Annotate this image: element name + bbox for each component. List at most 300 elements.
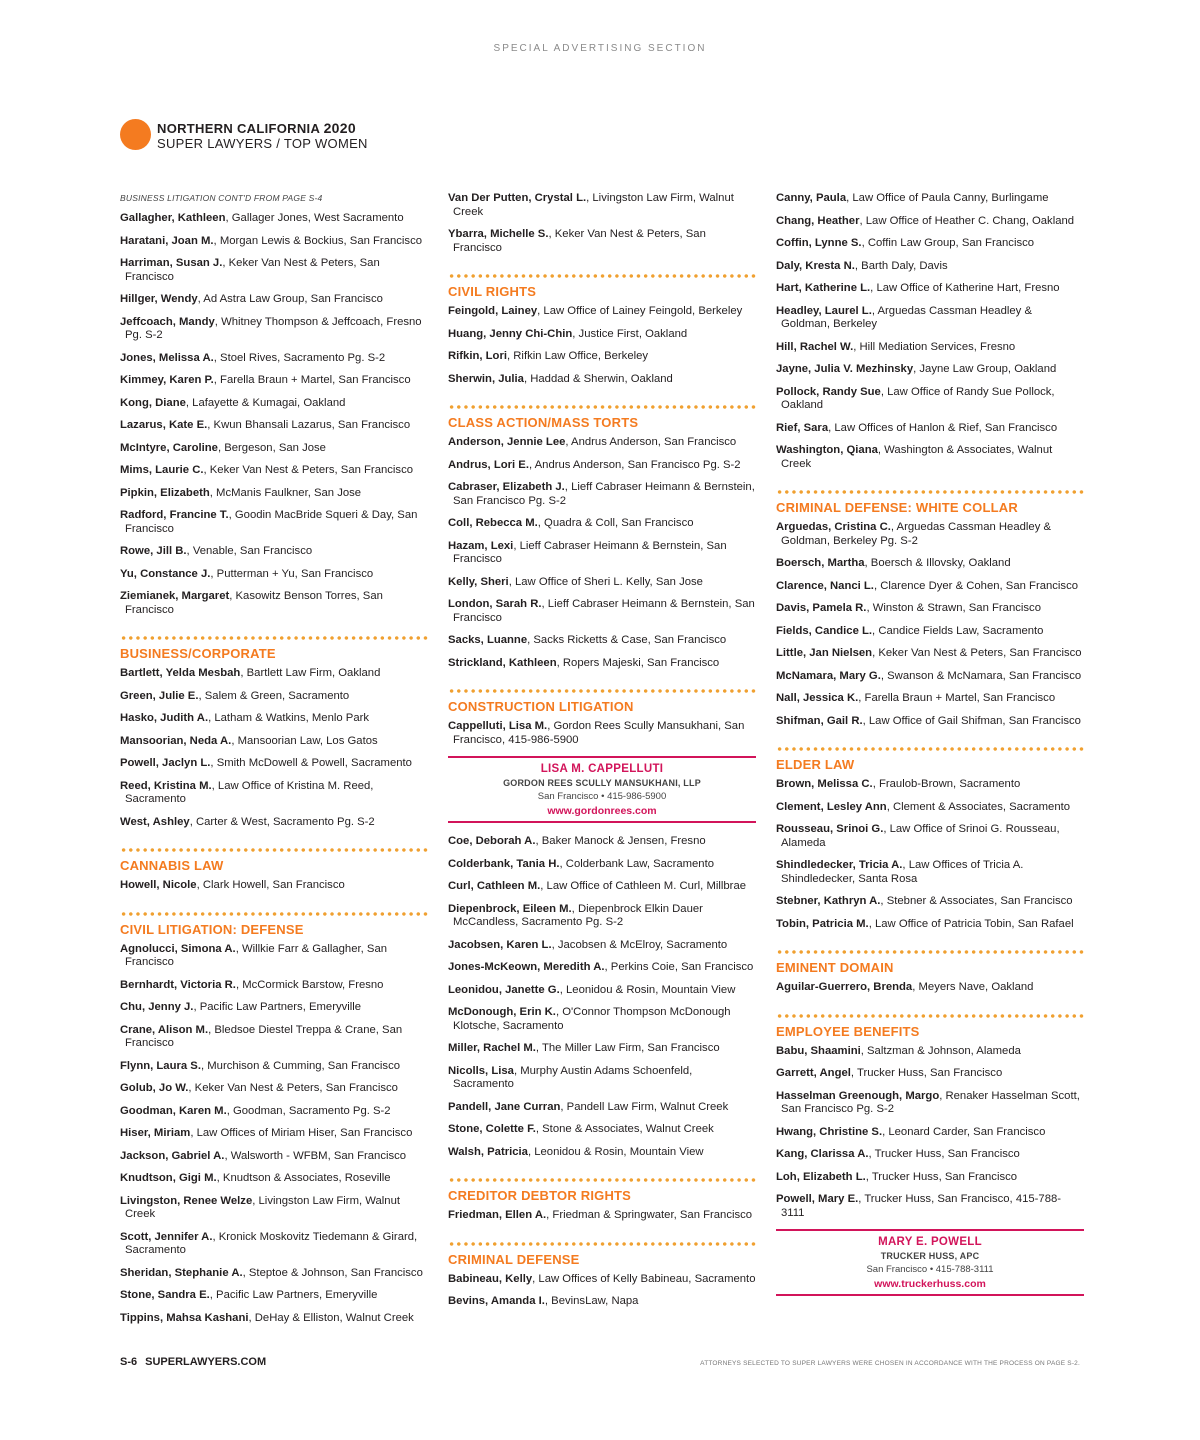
lawyer-entry [776,715,1084,729]
lawyer-name: Babineau, Kelly [448,1272,533,1285]
lawyer-firm-location: , Ropers Majeski, San Francisco [556,656,720,669]
lawyer-entry [776,1067,1084,1081]
lawyer-entry [776,1148,1084,1162]
lawyer-firm-location: , Trucker Huss, San Francisco [868,1148,1020,1160]
lawyer-name: Chang, Heather [776,214,860,227]
lawyer-name: Knudtson, Gigi M. [120,1172,217,1184]
lawyer-firm-location: , Willkie Farr & Gallagher, San Francisco [125,942,388,968]
lawyer-entry [776,444,1084,471]
lawyer-entry [120,1001,428,1015]
lawyer-entry [448,939,756,953]
lawyer-entry [120,1150,428,1164]
lawyer-entry [448,1006,756,1033]
ad-firm-name: GORDON REES SCULLY MANSUKHANI, LLP [503,778,701,788]
lawyer-firm-location: , Kronick Moskovitz Tiedemann & Girard, Sacramento [125,1230,418,1256]
lawyer-entry [776,192,1084,206]
lawyer-name: McDonough, Erin K. [448,1006,556,1018]
lawyer-firm-location: , The Miller Law Firm, San Francisco [535,1042,720,1054]
lawyer-entry [448,436,756,450]
dotted-divider [448,405,756,409]
lawyer-firm-location: , Washington & Associates, Walnut Creek [781,444,1053,470]
dotted-divider [776,747,1084,751]
lawyer-name: Cabraser, Elizabeth J. [448,481,565,493]
lawyer-name: Coffin, Lynne S. [776,237,862,249]
ad-location-phone: San Francisco • 415-986-5900 [537,791,667,802]
lawyer-entry [120,1060,428,1074]
section-title: CRIMINAL DEFENSE [448,1251,580,1267]
lawyer-firm-location: , Venable, San Francisco [186,545,313,557]
lawyer-name: Aguilar-Guerrero, Brenda [776,981,913,993]
lawyer-firm-location: , Sacks Ricketts & Case, San Francisco [527,634,727,646]
lawyer-entry [120,352,428,366]
section-title: EMPLOYEE BENEFITS [776,1023,920,1039]
section-title: BUSINESS/CORPORATE [120,646,276,661]
lawyer-firm-location: , Goodman, Sacramento Pg. S-2 [226,1104,391,1117]
lawyer-firm-location: , Farella Braun + Martel, San Francisco [213,374,411,386]
lawyer-entry [120,397,428,411]
lawyer-entry [448,305,756,319]
ad-website-link[interactable]: www.gordonrees.com [547,805,657,817]
lawyer-firm-location: , Fraulob-Brown, Sacramento [872,778,1021,790]
lawyer-entry [120,545,428,559]
lawyer-name: Sheridan, Stephanie A. [120,1266,243,1279]
lawyer-name: Tobin, Patricia M. [776,917,869,930]
lawyer-firm-location: , DeHay & Elliston, Walnut Creek [248,1311,414,1324]
header-region: NORTHERN CALIFORNIA [157,121,320,136]
lawyer-name: Arguedas, Cristina C. [776,521,891,533]
page-number: S-6 [120,1356,138,1368]
lawyer-entry [448,1065,756,1092]
lawyer-entry [776,237,1084,251]
lawyer-entry [776,859,1084,886]
lawyer-name: Mansoorian, Neda A. [120,734,232,747]
lawyer-entry [120,1195,428,1222]
lawyer-firm-location: , Candice Fields Law, Sacramento [872,624,1044,637]
lawyer-entry [448,720,756,747]
dotted-divider [448,689,756,693]
section-title: CONSTRUCTION LITIGATION [448,699,634,714]
lawyer-firm-location: , Putterman + Yu, San Francisco [210,567,374,580]
lawyer-name: Kelly, Sheri [448,575,509,588]
lawyer-name: Friedman, Ellen A. [448,1209,547,1221]
lawyer-entry [448,228,756,255]
dotted-divider [448,1178,756,1182]
lawyer-name: Clarence, Nanci L. [776,579,874,592]
special-advertising-label: SPECIAL ADVERTISING SECTION [493,43,707,54]
lawyer-entry [120,735,428,749]
lawyer-name: Shifman, Gail R. [776,714,863,727]
lawyer-firm-location: , Morgan Lewis & Bockius, San Francisco [213,234,422,247]
lawyer-entry [120,568,428,582]
lawyer-firm-location: , Pacific Law Partners, Emeryville [193,1001,362,1013]
lawyer-name: Loh, Elizabeth L. [776,1170,866,1183]
lawyer-entry [120,690,428,704]
lawyer-name: Daly, Kresta N. [776,259,855,272]
lawyer-name: Powell, Mary E. [776,1193,859,1205]
lawyer-name: Huang, Jenny Chi-Chin [448,327,573,340]
lawyer-name: Van Der Putten, Crystal L. [448,192,587,204]
lawyer-firm-location: , Law Office of Kristina M. Reed, Sacramento [125,779,374,805]
lawyer-ad-box [448,756,756,823]
lawyer-name: Brown, Melissa C. [776,778,873,790]
lawyer-name: Rowe, Jill B. [120,545,187,557]
lawyer-firm-location: , Rifkin Law Office, Berkeley [507,350,649,362]
lawyer-firm-location: , Steptoe & Johnson, San Francisco [242,1266,423,1279]
lawyer-firm-location: , Jayne Law Group, Oakland [913,363,1057,375]
lawyer-name: Coe, Deborah A. [448,835,536,847]
lawyer-firm-location: , Boersch & Illovsky, Oakland [864,557,1011,569]
lawyer-firm-location: , Law Office of Sheri L. Kelly, San Jose [508,575,703,588]
lawyer-entry [120,780,428,807]
lawyer-name: Powell, Jaclyn L. [120,757,211,769]
lawyer-firm-location: , Coffin Law Group, San Francisco [861,237,1035,249]
lawyer-entry [776,363,1084,377]
section-title: CLASS ACTION/MASS TORTS [448,415,639,430]
lawyer-firm-location: , Law Offices of Kelly Babineau, Sacramento [532,1272,756,1285]
lawyer-firm-location: , Baker Manock & Jensen, Fresno [535,835,706,847]
lawyer-name: Jones-McKeown, Meredith A. [448,961,605,973]
lawyer-firm-location: , BevinsLaw, Napa [544,1295,639,1307]
site-name: SUPERLAWYERS.COM [145,1356,267,1368]
lawyer-name: Walsh, Patricia [448,1145,528,1158]
lawyer-firm-location: , Smith McDowell & Powell, Sacramento [210,757,412,769]
section-title: ELDER LAW [776,757,855,772]
lawyer-entry [776,602,1084,616]
lawyer-name: London, Sarah R. [448,598,542,610]
lawyer-entry [776,1090,1084,1117]
section-title: CIVIL LITIGATION: DEFENSE [120,921,304,937]
lawyer-firm-location: , O'Connor Thompson McDonough Klotsche, Sacramento [453,1006,731,1032]
dotted-divider [776,950,1084,954]
lawyer-entry [120,464,428,478]
ad-lawyer-name: LISA M. CAPPELLUTI [540,763,664,775]
lawyer-name: Colderbank, Tania H. [448,857,560,870]
lawyer-name: Pandell, Jane Curran [448,1100,561,1113]
ad-lawyer-name: MARY E. POWELL [878,1236,982,1248]
lawyer-entry [120,667,428,681]
lawyer-name: Stebner, Kathryn A. [776,895,881,907]
practice-section [448,1242,756,1309]
lawyer-name: Kang, Clarissa A. [776,1148,869,1160]
lawyer-firm-location: , Law Offices of Miriam Hiser, San Francisco [190,1127,413,1139]
lawyer-name: Cappelluti, Lisa M. [448,720,548,732]
lawyer-firm-location: , Arguedas Cassman Headley & Goldman, Berkeley Pg. S-2 [781,521,1052,547]
lawyer-name: Agnolucci, Simona A. [120,942,236,955]
column-2 [448,192,756,1318]
lawyer-name: Garrett, Angel [776,1067,851,1079]
lawyer-firm-location: , Salem & Green, Sacramento [198,689,350,702]
lawyer-entry [448,1209,756,1223]
lawyer-entry [776,692,1084,706]
lawyer-firm-location: , Livingston Law Firm, Walnut Creek [453,192,734,218]
lawyer-firm-location: , Barth Daly, Davis [854,259,948,272]
lawyer-entry [120,1024,428,1051]
ad-firm-name: TRUCKER HUSS, APC [880,1251,980,1261]
lawyer-firm-location: , Stoel Rives, Sacramento Pg. S-2 [213,351,386,364]
lawyer-name: Pipkin, Elizabeth [120,486,210,499]
lawyer-name: Headley, Laurel L. [776,304,872,317]
lawyer-name: Sherwin, Julia [448,372,524,385]
practice-section [448,192,756,255]
practice-section [120,912,428,1326]
lawyer-name: Rifkin, Lori [448,350,507,362]
lawyer-name: Tippins, Mahsa Kashani [120,1311,249,1324]
lawyer-entry [776,647,1084,661]
dotted-divider [120,912,428,916]
lawyer-entry [448,481,756,508]
lawyer-entry [776,580,1084,594]
lawyer-firm-location: , Keker Van Nest & Peters, San Francisco [872,647,1082,659]
lawyer-name: Babu, Shaamini [776,1044,861,1057]
lawyer-firm-location: , Renaker Hasselman Scott, San Francisco Pg. S-2 [781,1089,1080,1115]
lawyer-entry [776,215,1084,229]
lawyer-name: Curl, Cathleen M. [448,880,541,892]
lawyer-entry [448,634,756,648]
lawyer-entry [120,1312,428,1326]
lawyer-name: McNamara, Mary G. [776,669,881,682]
lawyer-name: Coll, Rebecca M. [448,517,538,529]
lawyer-firm-location: , Clark Howell, San Francisco [196,879,345,891]
lawyer-firm-location: , Lafayette & Kumagai, Oakland [185,396,346,409]
lawyer-name: Boersch, Martha [776,557,865,569]
lawyer-entry [776,895,1084,909]
lawyer-name: Yu, Constance J. [120,567,211,580]
practice-section [448,689,756,1159]
lawyer-name: Strickland, Kathleen [448,656,557,669]
lawyer-entry [120,1231,428,1258]
lawyer-entry [120,979,428,993]
column-1 [120,192,428,1334]
lawyer-firm-location: , Keker Van Nest & Peters, San Francisco [453,228,706,254]
lawyer-name: Green, Julie E. [120,689,199,702]
lawyer-firm-location: , Law Office of Heather C. Chang, Oakland [859,214,1075,227]
lawyer-firm-location: , Knudtson & Associates, Roseville [216,1172,391,1184]
lawyer-entry [448,903,756,930]
lawyer-entry [448,1146,756,1160]
lawyer-firm-location: , Keker Van Nest & Peters, San Francisco [203,464,413,476]
lawyer-firm-location: , Trucker Huss, San Francisco, 415-788-3111 [781,1193,1062,1219]
lawyer-name: Jacobsen, Karen L. [448,938,552,951]
lawyer-name: Radford, Francine T. [120,509,229,521]
practice-section [120,212,428,617]
lawyer-entry [448,858,756,872]
lawyer-entry [776,778,1084,792]
lawyer-name: Shindledecker, Tricia A. [776,859,903,871]
footer-disclaimer: ATTORNEYS SELECTED TO SUPER LAWYERS WERE CHOSEN IN ACCORDANCE WITH THE PROCESS ON PAGE S-2. [700,1360,1080,1367]
lawyer-name: Pollock, Randy Sue [776,385,881,398]
lawyer-firm-location: , Livingston Law Firm, Walnut Creek [125,1194,400,1220]
lawyer-entry [120,235,428,249]
lawyer-firm-location: , Keker Van Nest & Peters, San Francisco [188,1082,398,1094]
lawyer-name: Hwang, Christine S. [776,1125,883,1138]
dotted-divider [120,848,428,852]
section-title: CIVIL RIGHTS [448,284,537,299]
lawyer-entry [120,1127,428,1141]
lawyer-name: Reed, Kristina M. [120,779,212,792]
lawyer-name: Stone, Sandra E. [120,1289,210,1301]
lawyer-firm-location: , Quadra & Coll, San Francisco [537,517,694,529]
lawyer-ad-box [776,1229,1084,1296]
lawyer-name: Andrus, Lori E. [448,458,529,471]
lawyer-firm-location: , Whitney Thompson & Jeffcoach, Fresno Pg. S-2 [125,315,422,341]
lawyer-entry [120,212,428,226]
lawyer-entry [120,293,428,307]
section-title: EMINENT DOMAIN [776,960,894,975]
practice-section [776,950,1084,995]
lawyer-firm-location: , Gallager Jones, West Sacramento [225,212,404,224]
lawyer-firm-location: , Clarence Dyer & Cohen, San Francisco [873,579,1079,592]
lawyer-firm-location: , Law Office of Cathleen M. Curl, Millbrae [540,880,747,892]
lawyer-name: Gallagher, Kathleen [120,212,226,224]
lawyer-entry [448,1101,756,1115]
dotted-divider [448,274,756,278]
lawyer-entry [120,374,428,388]
lawyer-name: Haratani, Joan M. [120,234,214,247]
lawyer-name: Canny, Paula [776,192,847,204]
lawyer-entry [776,557,1084,571]
section-title: CANNABIS LAW [120,858,224,873]
lawyer-entry [776,1045,1084,1059]
continued-note: BUSINESS LITIGATION CONT'D FROM PAGE S-4 [120,193,323,203]
practice-section [776,747,1084,931]
lawyer-firm-location: , Justice First, Oakland [572,327,688,340]
footer-page-info [120,1356,266,1368]
lawyer-name: Anderson, Jennie Lee [448,436,566,448]
lawyer-firm-location: , Bergeson, San Jose [217,441,326,454]
lawyer-entry [120,1289,428,1303]
lawyer-name: Hiser, Miriam [120,1127,191,1139]
lawyer-firm-location: , Walsworth - WFBM, San Francisco [224,1149,407,1162]
practice-section [120,636,428,829]
lawyer-entry [120,590,428,617]
lawyer-name: Hart, Katherine L. [776,282,871,294]
header-year: 2020 [323,120,356,136]
lawyer-entry [776,1126,1084,1140]
practice-section [448,1178,756,1223]
lawyer-name: West, Ashley [120,815,190,828]
lawyer-entry [448,880,756,894]
lawyer-firm-location: , Murchison & Cumming, San Francisco [200,1059,401,1072]
lawyer-entry [120,1267,428,1281]
lawyer-name: Jeffcoach, Mandy [120,315,215,328]
lawyer-firm-location: , Bartlett Law Firm, Oakland [240,667,381,679]
lawyer-entry [448,835,756,849]
lawyer-entry [776,282,1084,296]
dotted-divider [776,1014,1084,1018]
ad-website-link[interactable]: www.truckerhuss.com [874,1278,986,1290]
section-title: CRIMINAL DEFENSE: WHITE COLLAR [776,500,1018,515]
lawyer-name: Hasko, Judith A. [120,712,209,724]
lawyer-entry [448,598,756,625]
lawyer-entry [776,341,1084,355]
lawyer-entry [776,981,1084,995]
lawyer-entry [448,1123,756,1137]
lawyer-name: Davis, Pamela R. [776,602,867,614]
lawyer-firm-location: , Hill Mediation Services, Fresno [853,340,1016,353]
lawyer-firm-location: , Andrus Anderson, San Francisco [565,436,737,448]
practice-section [776,490,1084,728]
lawyer-entry [776,670,1084,684]
practice-section [120,848,428,893]
lawyer-entry [120,442,428,456]
dotted-divider [776,490,1084,494]
lawyer-firm-location: , Law Office of Srinoi G. Rousseau, Alameda [781,823,1060,849]
lawyer-name: Hill, Rachel W. [776,340,854,353]
lawyer-entry [120,816,428,830]
lawyer-entry [776,801,1084,815]
lawyer-entry [448,1295,756,1309]
lawyer-entry [448,459,756,473]
lawyer-firm-location: , Law Office of Patricia Tobin, San Rafael [868,917,1074,930]
lawyer-name: Jayne, Julia V. Mezhinsky [776,363,914,375]
dotted-divider [120,636,428,640]
lawyer-entry [776,521,1084,548]
lawyer-entry [120,316,428,343]
lawyer-firm-location: , Clement & Associates, Sacramento [886,800,1071,813]
lawyer-firm-location: , Law Office of Gail Shifman, San Francisco [862,714,1081,727]
lawyer-firm-location: , Lieff Cabraser Heimann & Bernstein, San Francisco [453,539,727,565]
lawyer-firm-location: , Leonidou & Rosin, Mountain View [527,1145,704,1158]
lawyer-firm-location: , Jacobsen & McElroy, Sacramento [551,938,728,951]
lawyer-name: Kong, Diane [120,396,186,409]
lawyer-entry [448,328,756,342]
lawyer-name: Miller, Rachel M. [448,1042,536,1054]
lawyer-firm-location: , Trucker Huss, San Francisco [865,1170,1018,1183]
lawyer-entry [776,823,1084,850]
lawyer-name: Livingston, Renee Welze [120,1194,253,1207]
lawyer-entry [776,386,1084,413]
lawyer-entry [776,1171,1084,1185]
lawyer-firm-location: , Keker Van Nest & Peters, San Francisco [125,257,380,283]
lawyer-name: Golub, Jo W. [120,1082,189,1094]
lawyer-firm-location: , Murphy Austin Adams Schoenfeld, Sacramento [453,1064,693,1090]
lawyer-firm-location: , Law Office of Lainey Feingold, Berkeley [537,305,743,317]
lawyer-name: Fields, Candice L. [776,624,873,637]
lawyer-firm-location: , Ad Astra Law Group, San Francisco [197,293,383,305]
lawyer-firm-location: , Lieff Cabraser Heimann & Bernstein, San Francisco [453,598,755,624]
lawyer-name: McIntyre, Caroline [120,441,218,454]
lawyer-entry [120,1082,428,1096]
lawyer-firm-location: , Pandell Law Firm, Walnut Creek [560,1100,729,1113]
lawyer-firm-location: , Andrus Anderson, San Francisco Pg. S-2 [528,458,741,471]
column-3 [776,192,1084,1308]
dotted-divider [448,1242,756,1246]
lawyer-name: Rief, Sara [776,421,829,434]
lawyer-firm-location: , Law Offices of Tricia A. Shindledecker, Santa Rosa [781,859,1024,885]
lawyer-firm-location: , Carter & West, Sacramento Pg. S-2 [189,815,375,828]
lawyer-name: Leonidou, Janette G. [448,983,560,996]
lawyer-firm-location: , Law Office of Randy Sue Pollock, Oakland [781,385,1055,411]
lawyer-firm-location: , Arguedas Cassman Headley & Goldman, Berkeley [781,304,1032,330]
lawyer-name: Jones, Melissa A. [120,351,214,364]
lawyer-firm-location: , Lieff Cabraser Heimann & Bernstein, San Francisco Pg. S-2 [453,481,755,507]
lawyer-firm-location: , Goodin MacBride Squeri & Day, San Francisco [125,509,418,535]
lawyer-firm-location: , Stebner & Associates, San Francisco [880,895,1073,907]
lawyer-entry [448,657,756,671]
practice-section [448,274,756,386]
lawyer-entry [120,879,428,893]
lawyer-name: Bevins, Amanda I. [448,1295,545,1307]
lawyer-name: Rousseau, Srinoi G. [776,823,884,835]
lawyer-entry [448,192,756,219]
lawyer-entry [776,260,1084,274]
lawyer-name: Hillger, Wendy [120,293,198,305]
lawyer-name: Kimmey, Karen P. [120,374,214,386]
lawyer-firm-location: , Pacific Law Partners, Emeryville [209,1289,378,1301]
lawyer-firm-location: , Saltzman & Johnson, Alameda [860,1044,1021,1057]
lawyer-firm-location: , Law Office of Paula Canny, Burlingame [846,192,1049,204]
lawyer-name: Howell, Nicole [120,879,197,891]
